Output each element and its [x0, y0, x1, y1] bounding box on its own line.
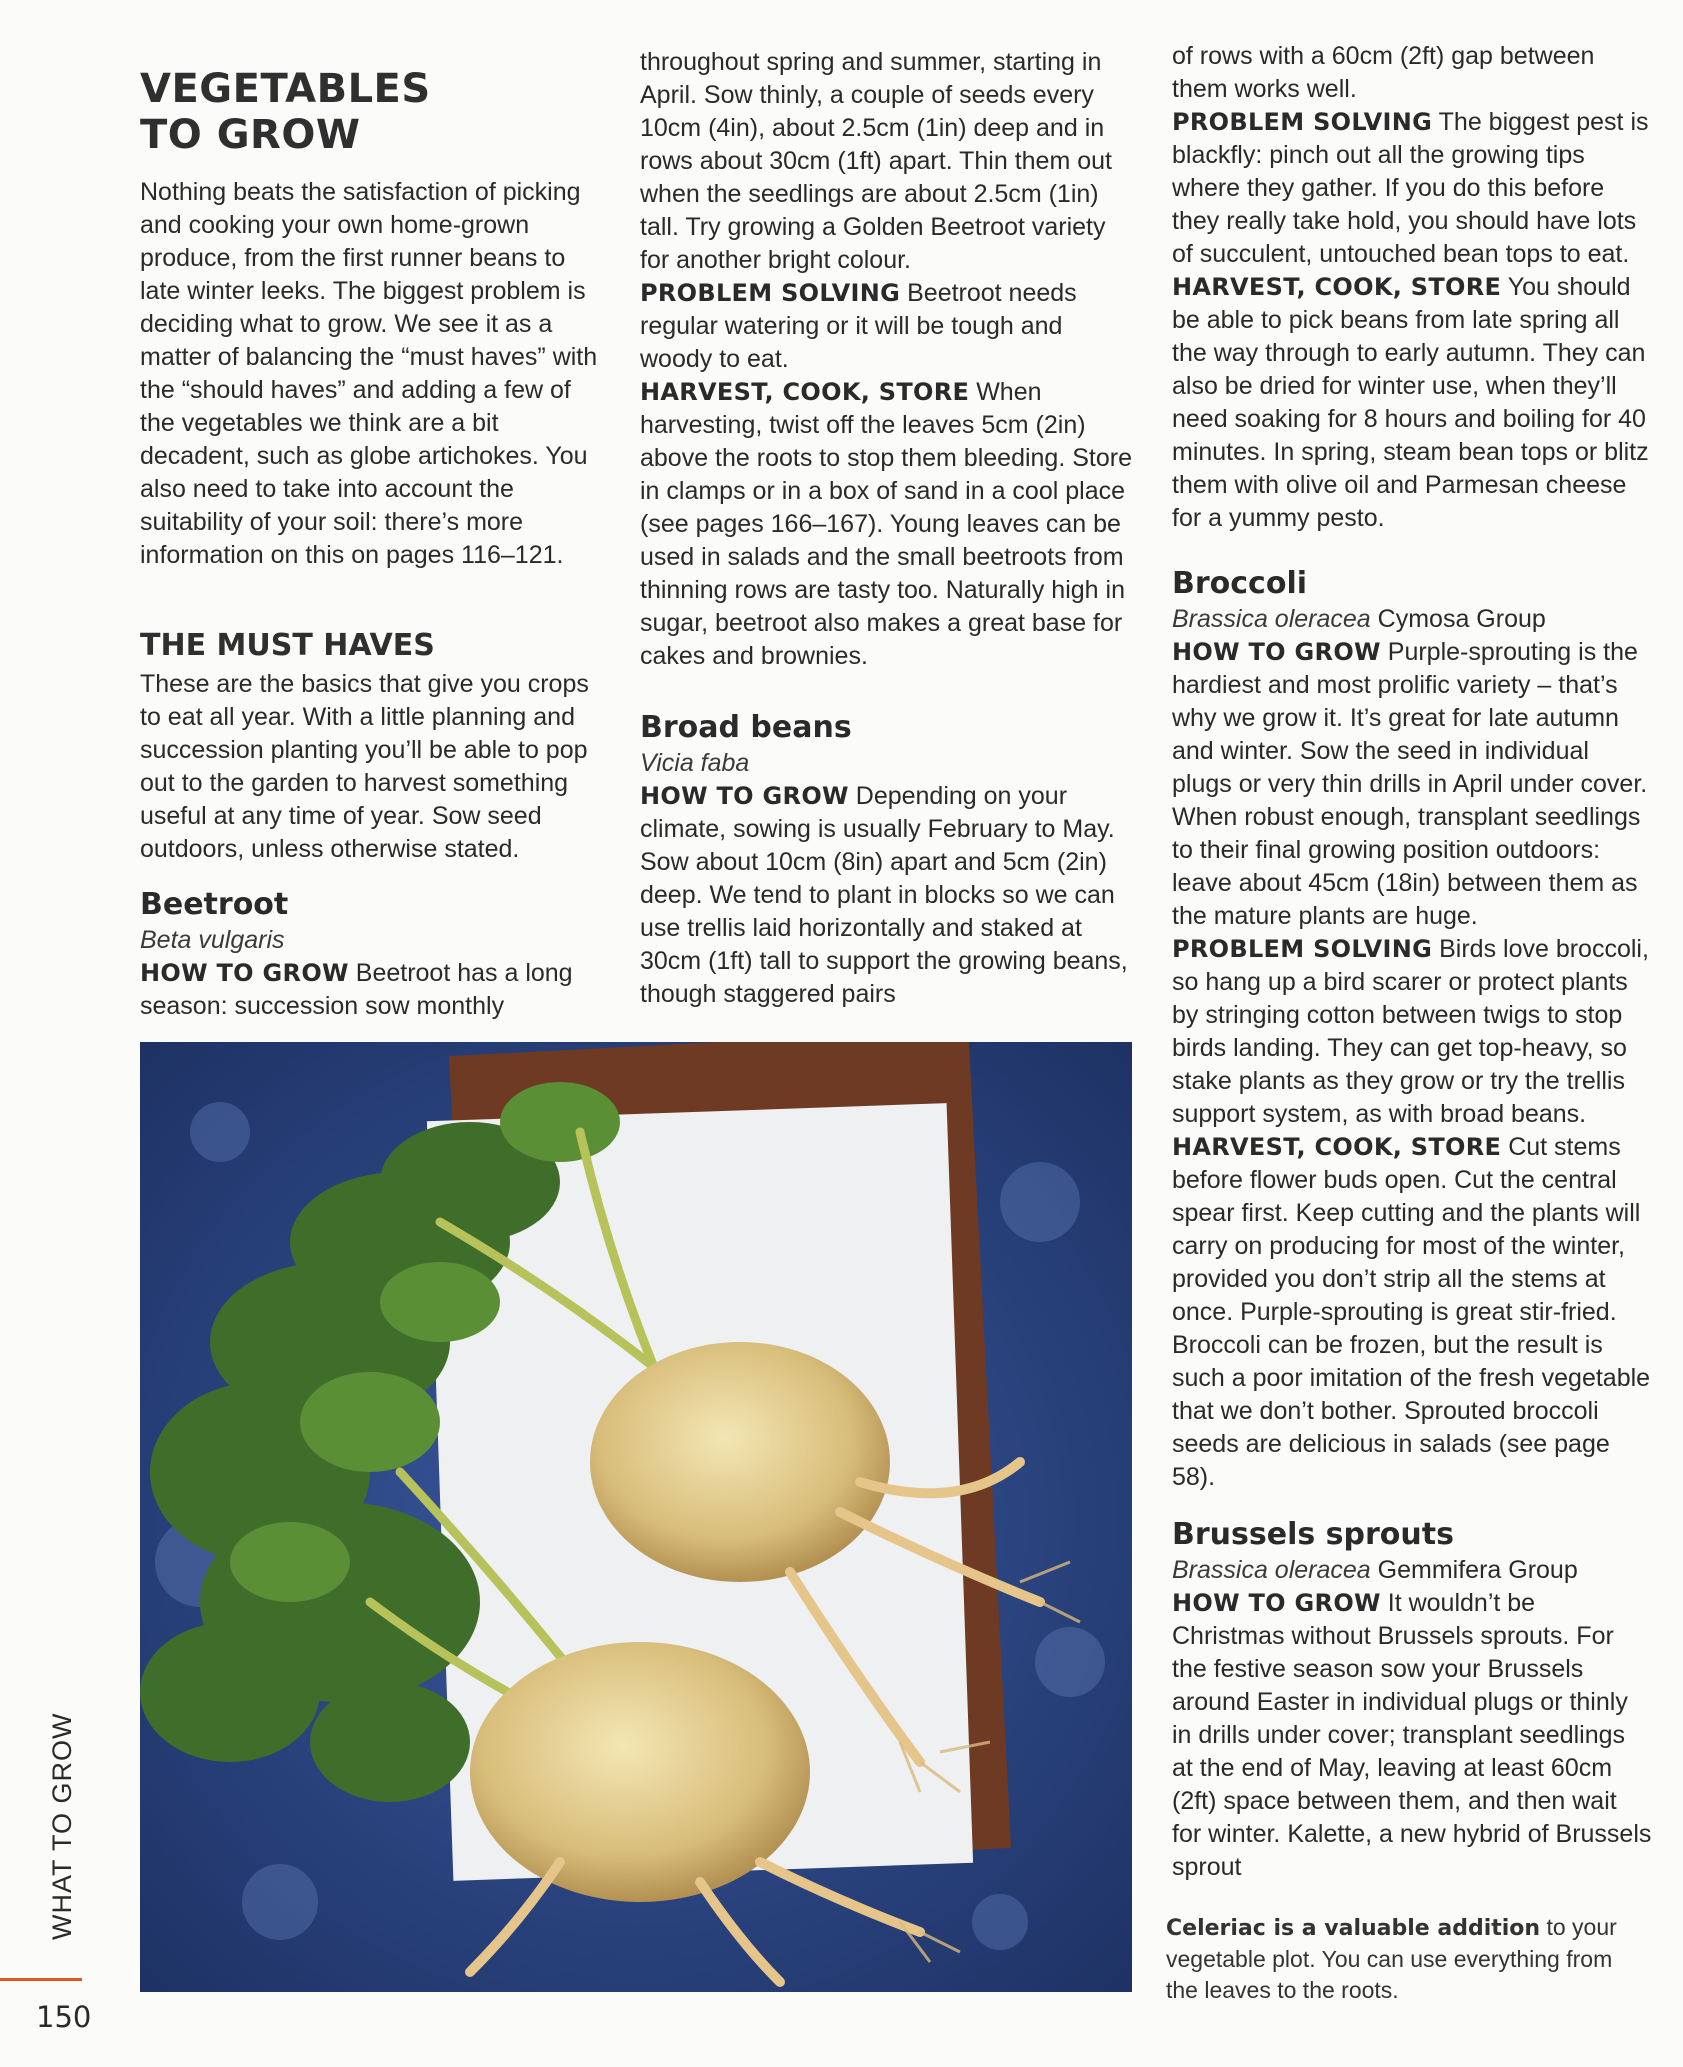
title-line-2: TO GROW — [140, 112, 361, 158]
intro-paragraph: Nothing beats the satisfaction of picking and cooking your own home-grown produce, from the first runner beans to late winter leeks. The biggest problem is deciding what to grow. We see it as a matter of balancing the “must haves” with the “should haves” and adding a few of the vegetables we think are a bit decadent, such as globe artichokes. You also need to take into account the suitability of your soil: there’s more information on this on pages 116–121. — [140, 178, 598, 569]
broccoli-problem-text: Birds love broccoli, so hang up a bird scarer or protect plants by stringing cotton between twigs to stop birds landing. They can get top-heavy, so stake plants as they grow or try the trellis support system, as with broad beans. — [1172, 935, 1649, 1128]
broad-beans-harvest — [1172, 271, 1652, 535]
caption-text: to your vegetable plot. You can use everything from the leaves to the roots. — [1166, 1914, 1617, 2003]
beetroot-heading: Beetroot — [140, 887, 289, 922]
beetroot-problem — [640, 277, 1140, 376]
problem-solving-label: PROBLEM SOLVING — [1172, 935, 1433, 963]
how-to-grow-label: HOW TO GROW — [1172, 638, 1381, 666]
page-title — [140, 66, 608, 158]
brussels-heading: Brussels sprouts — [1172, 1517, 1454, 1552]
broccoli-latin-line — [1172, 603, 1652, 636]
broad-beans-harvest-text: You should be able to pick beans from late spring all the way through to early autumn. They can also be dried for winter use, when they’ll need soaking for 8 hours and boiling for 40 minutes. In spring, steam bean tops or blitz them with olive oil and Parmesan cheese for a yummy pesto. — [1172, 273, 1649, 532]
broccoli-harvest — [1172, 1131, 1652, 1494]
broad-beans-problem — [1172, 106, 1652, 271]
broccoli-how-text: Purple-sprouting is the hardiest and most prolific variety – that’s why we grow it. It’s great for late autumn and winter. Sow the seed in individual plugs or very thin drills in April under cover. When robust enough, transplant seedlings to their final growing position outdoors: leave about 45cm (18in) between them as the mature plants are huge. — [1172, 638, 1648, 930]
how-to-grow-label: HOW TO GROW — [140, 959, 349, 987]
how-to-grow-label: HOW TO GROW — [1172, 1589, 1381, 1617]
brussels-latin: Brassica oleracea — [1172, 1556, 1371, 1584]
how-to-grow-label: HOW TO GROW — [640, 782, 849, 810]
column-right — [1172, 40, 1652, 1884]
broad-beans-heading: Broad beans — [640, 710, 852, 745]
beetroot-how-a — [140, 957, 608, 1023]
broad-beans-how-text-a: Depending on your climate, sowing is usually February to May. Sow about 10cm (8in) apart and 5cm (2in) deep. We tend to plant in blocks so we can use trellis laid horizontally and staked at 30cm (1ft) tall to support the growing beans, though staggered pairs — [640, 782, 1128, 1008]
column-left — [140, 66, 608, 1023]
photo-caption — [1166, 1912, 1636, 2006]
broccoli-how — [1172, 636, 1652, 933]
celeriac-photo — [140, 1042, 1132, 1992]
brussels-how — [1172, 1587, 1652, 1884]
brussels-latin-line — [1172, 1554, 1652, 1587]
harvest-label: HARVEST, COOK, STORE — [640, 378, 970, 406]
beetroot-how-text-b: throughout spring and summer, starting in April. Sow thinly, a couple of seeds every 10cm (4in), about 2.5cm (1in) deep and in rows about 30cm (1ft) apart. Thin them out when the seedlings are about 2.5cm (1in) tall. Try growing a Golden Beetroot variety for another bright colour. — [640, 48, 1112, 274]
broccoli-problem — [1172, 933, 1652, 1131]
celeriac-illustration — [140, 1042, 1132, 1992]
beetroot-harvest — [640, 376, 1140, 673]
problem-solving-label: PROBLEM SOLVING — [640, 279, 901, 307]
broccoli-harvest-text: Cut stems before flower buds open. Cut the central spear first. Keep cutting and the plants will carry on producing for most of the winter, provided you don’t strip all the stems at once. Purple-sprouting is great stir-fried. Broccoli can be frozen, but the result is such a poor imitation of the fresh vegetable that we don’t bother. Sprouted broccoli seeds are delicious in salads (see page 58). — [1172, 1133, 1651, 1491]
caption-bold: Celeriac is a valuable addition — [1166, 1916, 1541, 1941]
broad-beans-how — [640, 780, 1140, 1011]
brussels-how-text: It wouldn’t be Christmas without Brussels sprouts. For the festive season sow your Brussels around Easter in individual plugs or thinly in drills under cover; transplant seedlings at the end of May, leaving at least 60cm (2ft) space between them, and then wait for winter. Kalette, a new hybrid of Brussels sprout — [1172, 1589, 1652, 1881]
beetroot-latin: Beta vulgaris — [140, 926, 285, 954]
broccoli-heading: Broccoli — [1172, 566, 1308, 601]
column-middle — [640, 46, 1140, 1011]
must-haves-body: These are the basics that give you crops to eat all year. With a little planning and succession planting you’ll be able to pop out to the garden to harvest something useful at any time of year. Sow seed outdoors, unless otherwise stated. — [140, 670, 589, 863]
beetroot-problem-text: Beetroot needs regular watering or it will be tough and woody to eat. — [640, 279, 1077, 373]
harvest-label: HARVEST, COOK, STORE — [1172, 273, 1502, 301]
broccoli-latin: Brassica oleracea — [1172, 605, 1371, 633]
brussels-group: Gemmifera Group — [1377, 1556, 1578, 1584]
must-haves-heading: THE MUST HAVES — [140, 628, 435, 663]
accent-rule — [0, 1978, 82, 1981]
title-line-1: VEGETABLES — [140, 66, 431, 112]
broad-beans-latin: Vicia faba — [640, 749, 750, 777]
problem-solving-label: PROBLEM SOLVING — [1172, 108, 1433, 136]
beetroot-harvest-text: When harvesting, twist off the leaves 5cm (2in) above the roots to stop them bleeding. Store in clamps or in a box of sand in a cool place (see pages 166–167). Young leaves can be used in salads and the small beetroots from thinning rows are tasty too. Naturally high in sugar, beetroot also makes a great base for cakes and brownies. — [640, 378, 1132, 670]
broccoli-group: Cymosa Group — [1377, 605, 1546, 633]
broad-beans-problem-text: The biggest pest is blackfly: pinch out all the growing tips where they gather. If you do this before they really take hold, you should have lots of succulent, untouched bean tops to eat. — [1172, 108, 1649, 268]
page-number: 150 — [36, 2000, 92, 2034]
harvest-label: HARVEST, COOK, STORE — [1172, 1133, 1502, 1161]
section-label: WHAT TO GROW — [47, 1712, 77, 1940]
broad-beans-how-text-b: of rows with a 60cm (2ft) gap between them works well. — [1172, 42, 1595, 103]
beetroot-how-text-a: Beetroot has a long season: succession sow monthly — [140, 959, 573, 1020]
